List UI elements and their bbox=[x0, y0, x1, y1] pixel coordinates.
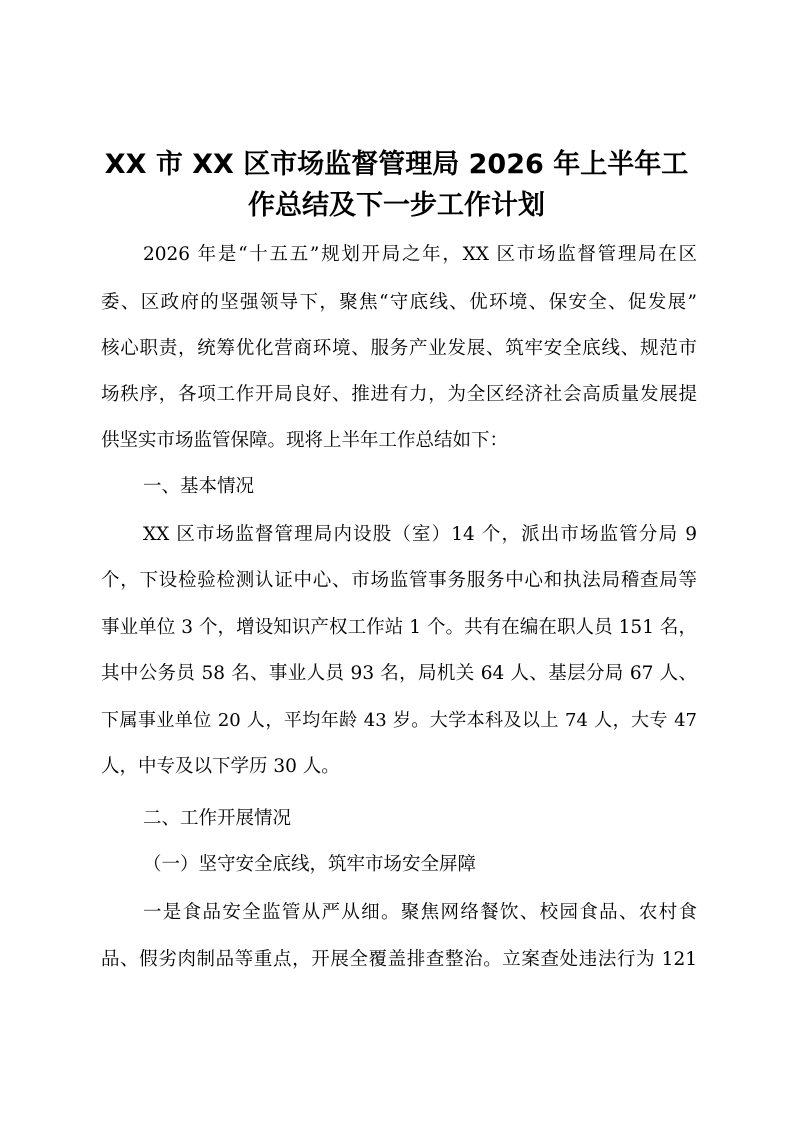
intro-line-2: 委、区政府的坚强领导下，聚焦“守底线、优环境、保安全、促发展” bbox=[101, 292, 697, 313]
section1-line-3: 事业单位 3 个，增设知识产权工作站 1 个。共有在编在职人员 151 名， bbox=[101, 617, 697, 638]
intro-line-5: 供坚实市场监管保障。现将上半年工作总结如下： bbox=[101, 430, 509, 451]
section1-line-6: 人，中专及以下学历 30 人。 bbox=[101, 756, 340, 777]
intro-line-1: 2026 年是“十五五”规划开局之年，XX 区市场监督管理局在区 bbox=[143, 244, 697, 265]
subsection1-line-1: 一是食品安全监管从严从细。聚焦网络餐饮、校园食品、农村食 bbox=[143, 902, 697, 923]
section-heading-basic-info: 一、基本情况 bbox=[143, 476, 255, 497]
section1-line-1: XX 区市场监督管理局内设股（室）14 个，派出市场监管分局 9 bbox=[143, 524, 697, 545]
section-heading-work-progress: 二、工作开展情况 bbox=[143, 808, 292, 829]
intro-line-3: 核心职责，统筹优化营商环境、服务产业发展、筑牢安全底线、规范市 bbox=[101, 338, 697, 359]
section1-line-4: 其中公务员 58 名、事业人员 93 名，局机关 64 人、基层分局 67 人、 bbox=[101, 663, 697, 684]
document-title-line-1: XX 市 XX 区市场监督管理局 2026 年上半年工 bbox=[104, 149, 689, 180]
section1-line-5: 下属事业单位 20 人，平均年龄 43 岁。大学本科及以上 74 人，大专 47 bbox=[101, 710, 697, 731]
section1-line-2: 个，下设检验检测认证中心、市场监管事务服务中心和执法局稽查局等 bbox=[101, 570, 697, 591]
document-title-line-2: 作总结及下一步工作计划 bbox=[248, 190, 545, 221]
intro-line-4: 场秩序，各项工作开局良好、推进有力，为全区经济社会高质量发展提 bbox=[101, 384, 697, 405]
subsection-heading-safety: （一）坚守安全底线，筑牢市场安全屏障 bbox=[143, 854, 477, 875]
subsection1-line-2: 品、假劣肉制品等重点，开展全覆盖排查整治。立案查处违法行为 121 bbox=[101, 949, 697, 970]
